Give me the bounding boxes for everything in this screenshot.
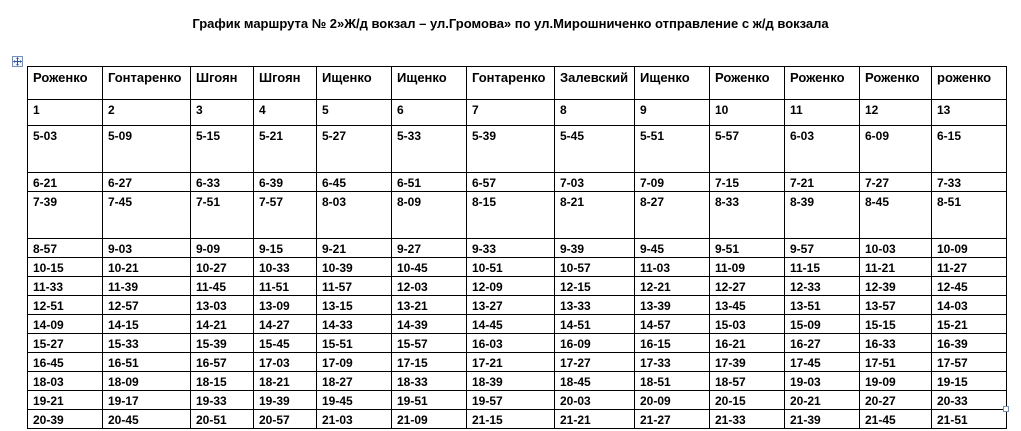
departure-row-cell: 16-21 — [710, 334, 785, 353]
departure-row-cell: 6-57 — [467, 173, 555, 192]
departure-row-cell: 20-21 — [785, 391, 860, 410]
departure-row-cell: 13-03 — [191, 296, 254, 315]
departure-row-cell: 11-51 — [254, 277, 317, 296]
driver-header-row-cell: Роженко — [785, 67, 860, 100]
departure-row-cell: 8-27 — [635, 192, 710, 239]
departure-row-cell: 8-21 — [555, 192, 635, 239]
departure-row-cell: 20-03 — [555, 391, 635, 410]
departure-row-cell: 10-03 — [860, 239, 932, 258]
departure-row-cell: 8-39 — [785, 192, 860, 239]
departure-row-cell: 13-09 — [254, 296, 317, 315]
departure-row-cell: 19-33 — [191, 391, 254, 410]
departure-row — [28, 277, 1007, 296]
departure-row-cell: 11-45 — [191, 277, 254, 296]
departure-row-cell: 8-45 — [860, 192, 932, 239]
departure-row — [28, 315, 1007, 334]
departure-row-cell: 6-03 — [785, 126, 860, 173]
departure-row — [28, 372, 1007, 391]
departure-row-cell: 10-39 — [317, 258, 392, 277]
table-move-icon[interactable] — [12, 56, 23, 67]
departure-row-cell: 11-15 — [785, 258, 860, 277]
departure-row-cell: 18-45 — [555, 372, 635, 391]
departure-row-cell: 15-09 — [785, 315, 860, 334]
bus-number-row-cell: 9 — [635, 100, 710, 126]
departure-row — [28, 353, 1007, 372]
departure-row-cell: 20-33 — [932, 391, 1007, 410]
departure-row-cell: 11-57 — [317, 277, 392, 296]
departure-row-cell: 9-33 — [467, 239, 555, 258]
bus-number-row-cell: 11 — [785, 100, 860, 126]
departure-row-cell: 18-33 — [392, 372, 467, 391]
departure-row-cell: 12-27 — [710, 277, 785, 296]
departure-row — [28, 192, 1007, 239]
departure-row-cell: 8-57 — [28, 239, 103, 258]
departure-row-cell: 11-33 — [28, 277, 103, 296]
departure-row-cell: 12-09 — [467, 277, 555, 296]
departure-row-cell: 15-15 — [860, 315, 932, 334]
departure-row-cell: 13-51 — [785, 296, 860, 315]
departure-row-cell: 9-03 — [103, 239, 191, 258]
departure-row-cell: 15-51 — [317, 334, 392, 353]
departure-row — [28, 239, 1007, 258]
departure-row-cell: 9-39 — [555, 239, 635, 258]
departure-row-cell: 13-33 — [555, 296, 635, 315]
departure-row-cell: 9-27 — [392, 239, 467, 258]
departure-row-cell: 6-09 — [860, 126, 932, 173]
departure-row-cell: 7-21 — [785, 173, 860, 192]
departure-row-cell: 7-39 — [28, 192, 103, 239]
departure-row-cell: 14-39 — [392, 315, 467, 334]
departure-row-cell: 14-15 — [103, 315, 191, 334]
bus-number-row-cell: 4 — [254, 100, 317, 126]
departure-row-cell: 10-15 — [28, 258, 103, 277]
driver-header-row-cell: Шгоян — [191, 67, 254, 100]
departure-row-cell: 16-09 — [555, 334, 635, 353]
departure-row-cell: 11-27 — [932, 258, 1007, 277]
bus-number-row-cell: 12 — [860, 100, 932, 126]
departure-row-cell: 19-57 — [467, 391, 555, 410]
departure-row-cell: 14-45 — [467, 315, 555, 334]
departure-row-cell: 5-09 — [103, 126, 191, 173]
departure-row-cell: 18-57 — [710, 372, 785, 391]
departure-row-cell: 14-09 — [28, 315, 103, 334]
departure-row-cell: 5-21 — [254, 126, 317, 173]
departure-row-cell: 16-39 — [932, 334, 1007, 353]
bus-number-row-cell: 8 — [555, 100, 635, 126]
departure-row-cell: 5-15 — [191, 126, 254, 173]
driver-header-row — [28, 67, 1007, 100]
departure-row-cell: 5-33 — [392, 126, 467, 173]
departure-row-cell: 14-27 — [254, 315, 317, 334]
departure-row-cell: 18-03 — [28, 372, 103, 391]
departure-row-cell: 7-15 — [710, 173, 785, 192]
departure-row-cell: 21-33 — [710, 410, 785, 429]
departure-row-cell: 20-15 — [710, 391, 785, 410]
departure-row — [28, 173, 1007, 192]
departure-row-cell: 7-45 — [103, 192, 191, 239]
bus-number-row-cell: 7 — [467, 100, 555, 126]
departure-row-cell: 21-39 — [785, 410, 860, 429]
departure-row-cell: 14-21 — [191, 315, 254, 334]
departure-row-cell: 6-51 — [392, 173, 467, 192]
driver-header-row-cell: Шгоян — [254, 67, 317, 100]
departure-row-cell: 7-33 — [932, 173, 1007, 192]
departure-row-cell: 9-57 — [785, 239, 860, 258]
departure-row-cell: 13-27 — [467, 296, 555, 315]
departure-row-cell: 10-57 — [555, 258, 635, 277]
departure-row-cell: 17-45 — [785, 353, 860, 372]
bus-number-row — [28, 100, 1007, 126]
departure-row-cell: 12-15 — [555, 277, 635, 296]
departure-row-cell: 15-45 — [254, 334, 317, 353]
bus-number-row-cell: 13 — [932, 100, 1007, 126]
departure-row-cell: 8-15 — [467, 192, 555, 239]
bus-number-row-cell: 6 — [392, 100, 467, 126]
departure-row-cell: 9-45 — [635, 239, 710, 258]
driver-header-row-cell: Гонтаренко — [103, 67, 191, 100]
departure-row-cell: 21-45 — [860, 410, 932, 429]
departure-row-cell: 19-09 — [860, 372, 932, 391]
departure-row-cell: 10-33 — [254, 258, 317, 277]
schedule-table — [27, 66, 1007, 429]
departure-row-cell: 18-15 — [191, 372, 254, 391]
departure-row-cell: 16-57 — [191, 353, 254, 372]
departure-row-cell: 21-03 — [317, 410, 392, 429]
departure-row-cell: 11-21 — [860, 258, 932, 277]
bus-number-row-cell: 2 — [103, 100, 191, 126]
departure-row-cell: 21-15 — [467, 410, 555, 429]
departure-row-cell: 10-09 — [932, 239, 1007, 258]
departure-row-cell: 13-39 — [635, 296, 710, 315]
departure-row-cell: 9-15 — [254, 239, 317, 258]
driver-header-row-cell: Роженко — [28, 67, 103, 100]
departure-row-cell: 17-39 — [710, 353, 785, 372]
driver-header-row-cell: Ищенко — [392, 67, 467, 100]
departure-row-cell: 14-03 — [932, 296, 1007, 315]
departure-row-cell: 8-03 — [317, 192, 392, 239]
departure-row-cell: 13-57 — [860, 296, 932, 315]
departure-row — [28, 391, 1007, 410]
departure-row-cell: 10-45 — [392, 258, 467, 277]
driver-header-row-cell: Роженко — [860, 67, 932, 100]
driver-header-row-cell: роженко — [932, 67, 1007, 100]
page-title: График маршрута № 2»Ж/д вокзал – ул.Громова» по ул.Мирошниченко отправление с ж/д вокзала — [192, 16, 829, 31]
bus-number-row-cell: 10 — [710, 100, 785, 126]
departure-row-cell: 8-51 — [932, 192, 1007, 239]
departure-row-cell: 20-57 — [254, 410, 317, 429]
departure-row-cell: 16-45 — [28, 353, 103, 372]
departure-row-cell: 11-39 — [103, 277, 191, 296]
departure-row-cell: 5-57 — [710, 126, 785, 173]
departure-row-cell: 13-21 — [392, 296, 467, 315]
departure-row-cell: 12-33 — [785, 277, 860, 296]
departure-row — [28, 258, 1007, 277]
departure-row-cell: 12-51 — [28, 296, 103, 315]
departure-row-cell: 15-33 — [103, 334, 191, 353]
driver-header-row-cell: Ищенко — [317, 67, 392, 100]
departure-row-cell: 20-09 — [635, 391, 710, 410]
departure-row-cell: 7-09 — [635, 173, 710, 192]
departure-row-cell: 15-57 — [392, 334, 467, 353]
departure-row-cell: 18-09 — [103, 372, 191, 391]
departure-row-cell: 20-27 — [860, 391, 932, 410]
bus-number-row-cell: 5 — [317, 100, 392, 126]
departure-row-cell: 17-15 — [392, 353, 467, 372]
departure-row-cell: 19-39 — [254, 391, 317, 410]
departure-row-cell: 19-17 — [103, 391, 191, 410]
departure-row-cell: 6-33 — [191, 173, 254, 192]
departure-row — [28, 126, 1007, 173]
departure-row-cell: 10-21 — [103, 258, 191, 277]
departure-row-cell: 7-57 — [254, 192, 317, 239]
departure-row-cell: 18-39 — [467, 372, 555, 391]
departure-row-cell: 18-21 — [254, 372, 317, 391]
departure-row-cell: 7-27 — [860, 173, 932, 192]
departure-row-cell: 15-27 — [28, 334, 103, 353]
departure-row-cell: 18-51 — [635, 372, 710, 391]
departure-row-cell: 13-15 — [317, 296, 392, 315]
departure-row-cell: 6-45 — [317, 173, 392, 192]
bus-number-row-cell: 3 — [191, 100, 254, 126]
departure-row-cell: 21-51 — [932, 410, 1007, 429]
departure-row-cell: 12-45 — [932, 277, 1007, 296]
departure-row-cell: 17-21 — [467, 353, 555, 372]
departure-row-cell: 5-39 — [467, 126, 555, 173]
departure-row-cell: 21-09 — [392, 410, 467, 429]
departure-row-cell: 5-03 — [28, 126, 103, 173]
departure-row-cell: 11-03 — [635, 258, 710, 277]
departure-row-cell: 9-21 — [317, 239, 392, 258]
departure-row-cell: 16-51 — [103, 353, 191, 372]
departure-row-cell: 16-27 — [785, 334, 860, 353]
departure-row-cell: 19-45 — [317, 391, 392, 410]
departure-row-cell: 18-27 — [317, 372, 392, 391]
departure-row-cell: 14-57 — [635, 315, 710, 334]
departure-row-cell: 6-39 — [254, 173, 317, 192]
departure-row-cell: 12-21 — [635, 277, 710, 296]
bus-number-row-cell: 1 — [28, 100, 103, 126]
departure-row-cell: 12-03 — [392, 277, 467, 296]
departure-row-cell: 17-33 — [635, 353, 710, 372]
departure-row-cell: 8-09 — [392, 192, 467, 239]
departure-row-cell: 5-51 — [635, 126, 710, 173]
departure-row-cell: 12-39 — [860, 277, 932, 296]
departure-row-cell: 21-21 — [555, 410, 635, 429]
departure-row-cell: 20-45 — [103, 410, 191, 429]
departure-row — [28, 296, 1007, 315]
departure-row-cell: 19-21 — [28, 391, 103, 410]
departure-row — [28, 410, 1007, 429]
departure-row-cell: 14-33 — [317, 315, 392, 334]
driver-header-row-cell: Ищенко — [635, 67, 710, 100]
departure-row-cell: 16-03 — [467, 334, 555, 353]
departure-row — [28, 334, 1007, 353]
departure-row-cell: 16-33 — [860, 334, 932, 353]
departure-row-cell: 20-51 — [191, 410, 254, 429]
departure-row-cell: 8-33 — [710, 192, 785, 239]
departure-row-cell: 14-51 — [555, 315, 635, 334]
driver-header-row-cell: Гонтаренко — [467, 67, 555, 100]
departure-row-cell: 15-03 — [710, 315, 785, 334]
departure-row-cell: 5-27 — [317, 126, 392, 173]
departure-row-cell: 10-51 — [467, 258, 555, 277]
departure-row-cell: 7-51 — [191, 192, 254, 239]
departure-row-cell: 19-15 — [932, 372, 1007, 391]
departure-row-cell: 7-03 — [555, 173, 635, 192]
departure-row-cell: 15-21 — [932, 315, 1007, 334]
departure-row-cell: 6-15 — [932, 126, 1007, 173]
departure-row-cell: 9-09 — [191, 239, 254, 258]
departure-row-cell: 19-03 — [785, 372, 860, 391]
departure-row-cell: 20-39 — [28, 410, 103, 429]
departure-row-cell: 5-45 — [555, 126, 635, 173]
departure-row-cell: 19-51 — [392, 391, 467, 410]
departure-row-cell: 6-21 — [28, 173, 103, 192]
departure-row-cell: 15-39 — [191, 334, 254, 353]
departure-row-cell: 10-27 — [191, 258, 254, 277]
departure-row-cell: 17-51 — [860, 353, 932, 372]
driver-header-row-cell: Залевский — [555, 67, 635, 100]
departure-row-cell: 16-15 — [635, 334, 710, 353]
departure-row-cell: 21-27 — [635, 410, 710, 429]
driver-header-row-cell: Роженко — [710, 67, 785, 100]
departure-row-cell: 12-57 — [103, 296, 191, 315]
departure-row-cell: 11-09 — [710, 258, 785, 277]
departure-row-cell: 17-27 — [555, 353, 635, 372]
departure-row-cell: 17-09 — [317, 353, 392, 372]
table-resize-icon[interactable] — [1003, 406, 1009, 412]
departure-row-cell: 9-51 — [710, 239, 785, 258]
departure-row-cell: 17-03 — [254, 353, 317, 372]
departure-row-cell: 17-57 — [932, 353, 1007, 372]
departure-row-cell: 13-45 — [710, 296, 785, 315]
departure-row-cell: 6-27 — [103, 173, 191, 192]
